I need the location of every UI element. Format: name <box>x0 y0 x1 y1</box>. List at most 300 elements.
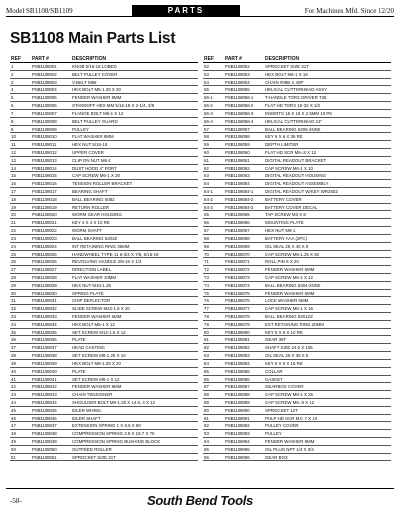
table-row <box>203 321 391 329</box>
page-footer <box>6 488 394 512</box>
table-row <box>10 407 198 415</box>
table-row <box>203 126 391 134</box>
ref-cell: 56-1 <box>204 95 213 101</box>
table-row <box>203 110 391 118</box>
ref-cell: 60 <box>204 149 209 155</box>
table-row <box>203 188 391 196</box>
table-row <box>203 391 391 399</box>
part-number-cell: PSB1108015 <box>32 173 57 179</box>
part-number-cell: PSB1108095 <box>225 446 250 452</box>
part-number-cell: PSB1108059 <box>225 142 250 148</box>
description-cell: INT RETAINING RING 35MM <box>72 243 130 249</box>
part-number-cell: PSB1108071 <box>225 259 250 265</box>
table-row <box>10 329 198 337</box>
ref-cell: 63 <box>204 173 209 179</box>
description-cell: DIGITAL READOUT ASSEMBLY <box>265 181 329 187</box>
table-row <box>10 188 198 196</box>
ref-cell: 46 <box>11 415 16 421</box>
table-row <box>10 305 198 313</box>
ref-cell: 92 <box>204 423 209 429</box>
part-number-cell: PSB1108037 <box>32 345 57 351</box>
table-row <box>10 133 198 141</box>
ref-cell: 64-2 <box>204 196 213 202</box>
part-number-cell: PSB1108074 <box>225 282 250 288</box>
ref-cell: 29 <box>11 282 16 288</box>
description-cell: KEY 6 X 6 X 16 RE <box>265 360 303 366</box>
description-cell: INSERTS 15 X 15 X 2.5MM 10 PK <box>265 110 333 116</box>
table-row <box>10 165 198 173</box>
description-cell: FLAT HD SCR M5-.8 X 12 <box>265 149 317 155</box>
part-number-cell: PSB1108044 <box>32 399 57 405</box>
description-cell: TAP SCREW M3 X 8 <box>265 212 306 218</box>
description-cell: CAP SCREW M6-1 X 16 <box>265 306 313 312</box>
table-row <box>203 422 391 430</box>
description-cell: SET SCREW M6-1 X 12 <box>72 376 120 382</box>
table-row <box>203 141 391 149</box>
ref-cell: 91 <box>204 415 209 421</box>
part-number-cell: PSB1108094 <box>225 439 250 444</box>
table-row <box>10 251 198 259</box>
part-number-cell: PSB1108017 <box>32 189 57 194</box>
table-row <box>10 110 198 118</box>
ref-cell: 39 <box>11 360 16 366</box>
part-number-cell: PSB1108011 <box>32 142 57 148</box>
part-number-cell: PSB1108080 <box>225 329 250 335</box>
description-cell: WORM SHAFT <box>72 228 102 234</box>
description-cell: BELT PULLEY GUARD <box>72 118 118 124</box>
part-number-cell: PSB1108093 <box>225 431 250 437</box>
description-cell: SLIDE SCREW M22-1.5 X 20 <box>72 306 130 312</box>
description-cell: BELT PULLEY COVER <box>72 71 118 77</box>
part-number-cell: PSB1108030 <box>32 290 57 296</box>
description-cell: UPPER COVER <box>72 149 104 155</box>
ref-cell: 87 <box>204 384 209 390</box>
table-row <box>203 227 391 235</box>
part-number-cell: PSB1108021 <box>32 220 57 226</box>
part-number-cell: PSB1108001 <box>32 64 57 69</box>
table-row <box>10 297 198 305</box>
table-row <box>203 102 391 110</box>
description-cell: HANDWHEEL TYPE-11 6-3/4 X 7/8, 5/16-18 <box>72 251 159 257</box>
table-row <box>203 86 391 94</box>
table-row <box>203 290 391 298</box>
ref-cell: 96 <box>204 454 209 460</box>
table-row <box>10 157 198 165</box>
description-cell: HELICAL CUTTERHEAD 13" <box>265 118 323 124</box>
ref-cell: 11 <box>11 142 16 148</box>
ref-cell: 73 <box>204 274 209 280</box>
ref-cell: 6 <box>11 103 14 109</box>
table-row <box>10 352 198 360</box>
table-row <box>203 336 391 344</box>
ref-cell: 56-3 <box>204 110 213 116</box>
description-cell: DIRECTION LABEL <box>72 267 112 273</box>
part-number-cell: PSB1108060 <box>225 149 250 155</box>
ref-cell: 15 <box>11 173 16 179</box>
ref-cell: 58 <box>204 134 209 140</box>
description-cell: BALL BEARING 6304-2NSE <box>265 282 321 288</box>
ref-cell: 62 <box>204 165 209 171</box>
table-row <box>10 235 198 243</box>
part-number-cell: PSB1108007 <box>32 110 57 116</box>
ref-cell: 9 <box>11 126 14 132</box>
ref-cell: 68 <box>204 235 209 241</box>
description-cell: GEAR BOX <box>265 454 288 460</box>
ref-cell: 47 <box>11 423 16 429</box>
part-number-cell: PSB1108063 <box>225 173 250 179</box>
table-row <box>203 180 391 188</box>
ref-cell: 13 <box>11 157 16 163</box>
page-title: SB1108 Main Parts List <box>10 30 176 47</box>
description-cell: DEPTH LIMITER <box>265 142 299 148</box>
ref-cell: 14 <box>11 165 16 171</box>
table-row <box>10 368 198 376</box>
part-number-cell: PSB1108067 <box>225 228 250 234</box>
part-number-cell: PSB1108050 <box>32 446 57 452</box>
description-cell: PULLEY COVER <box>265 423 299 429</box>
part-number-cell: PSB1108064-1 <box>225 189 254 194</box>
table-row <box>203 165 391 173</box>
table-row <box>10 313 198 321</box>
part-number-cell: PSB1108045 <box>32 407 57 413</box>
page-header <box>6 5 394 17</box>
part-number-cell: PSB1108064-2 <box>225 196 254 202</box>
description-cell: BALL BEARING 6201ZZ <box>265 314 313 319</box>
part-number-cell: PSB1108056-3 <box>225 110 254 116</box>
table-row <box>10 321 198 329</box>
part-number-cell: PSB1108026 <box>32 259 57 265</box>
description-cell: SET SCREW M12-1.5 X 12 <box>72 329 126 335</box>
part-number-cell: PSB1108079 <box>225 321 250 327</box>
description-cell: BEARING SHAFT <box>72 189 108 194</box>
description-cell: IDLER SHAFT <box>72 415 101 421</box>
table-row <box>10 219 198 227</box>
part-number-cell: PSB1108051 <box>32 454 57 460</box>
ref-cell: 83 <box>204 353 209 359</box>
description-cell: FLAT HD TORX 10-32 X 1/2 <box>265 103 321 109</box>
col-desc-header: DESCRIPTION <box>265 56 300 62</box>
table-row <box>10 211 198 219</box>
table-row <box>203 446 391 454</box>
part-number-cell: PSB1108085 <box>225 368 250 374</box>
table-row <box>203 297 391 305</box>
parts-table-right <box>203 55 391 461</box>
table-row <box>10 71 198 79</box>
description-cell: CAP SCREW M6-1 X 10 <box>265 165 313 171</box>
description-cell: FENDER WASHER 6MM <box>72 314 122 319</box>
table-row <box>203 430 391 438</box>
part-number-cell: PSB1108056-2 <box>225 103 254 109</box>
part-number-cell: PSB1108039 <box>32 360 57 366</box>
description-cell: HEX BOLT M6-1 X 12 <box>72 321 115 327</box>
description-cell: HEAD CASTING <box>72 345 105 351</box>
description-cell: FLAT WASHER 8MM <box>72 134 114 140</box>
ref-cell: 72 <box>204 267 209 273</box>
part-number-cell: PSB1108083 <box>225 353 250 359</box>
machines-label: For Machines Mfd. Since 12/20 <box>240 5 394 17</box>
description-cell: CHAIN #08B X 40P <box>265 79 304 85</box>
part-number-cell: PSB1108035 <box>32 329 57 335</box>
ref-cell: 10 <box>11 134 16 140</box>
table-row <box>10 376 198 384</box>
table-row <box>203 368 391 376</box>
description-cell: PLATE <box>72 368 86 374</box>
description-cell: DIGITAL READOUT W/KEY WR2502 <box>265 189 338 194</box>
description-cell: CHIP DEFLECTOR <box>72 298 111 304</box>
part-number-cell: PSB1108009 <box>32 126 57 132</box>
description-cell: RETURN ROLLER <box>72 204 110 210</box>
table-row <box>203 274 391 282</box>
part-number-cell: PSB1108006 <box>32 103 57 109</box>
description-cell: EXT RETAINING RING 20MM <box>265 321 324 327</box>
part-number-cell: PSB1108048 <box>32 431 57 437</box>
ref-cell: 67 <box>204 228 209 234</box>
table-row <box>203 243 391 251</box>
description-cell: GASKET <box>265 376 283 382</box>
ref-cell: 76 <box>204 298 209 304</box>
part-number-cell: PSB1108086 <box>225 376 250 382</box>
description-cell: WORM GEAR HOUSING <box>72 212 122 218</box>
part-number-cell: PSB1108054 <box>225 79 250 85</box>
table-row <box>203 313 391 321</box>
table-row <box>203 399 391 407</box>
description-cell: PHLP HD SCR M4-.7 X 10 <box>265 415 318 421</box>
table-row <box>10 196 198 204</box>
description-cell: FLANGE BOLT M6-1 X 12 <box>72 110 124 116</box>
table-row <box>203 133 391 141</box>
part-number-cell: PSB1108008 <box>32 118 57 124</box>
ref-cell: 77 <box>204 306 209 312</box>
ref-cell: 74 <box>204 282 209 288</box>
part-number-cell: PSB1108064-3 <box>225 204 254 210</box>
description-cell: COMPRESSION SPRING BUSHING BLOCK <box>72 439 161 444</box>
ref-cell: 59 <box>204 142 209 148</box>
table-header <box>203 55 391 63</box>
ref-cell: 49 <box>11 439 16 444</box>
ref-cell: 7 <box>11 110 14 116</box>
description-cell: HEX BOLT M6-1 X 16 <box>265 71 308 77</box>
part-number-cell: PSB1108034 <box>32 321 57 327</box>
table-row <box>10 243 198 251</box>
ref-cell: 52 <box>204 64 209 69</box>
ref-cell: 90 <box>204 407 209 413</box>
ref-cell: 44 <box>11 399 16 405</box>
ref-cell: 81 <box>204 337 209 343</box>
table-row <box>10 344 198 352</box>
table-row <box>203 454 391 462</box>
table-row <box>10 430 198 438</box>
ref-cell: 94 <box>204 439 209 444</box>
description-cell: HELICAL CUTTERHEAD ASSY <box>265 87 328 93</box>
part-number-cell: PSB1108073 <box>225 274 250 280</box>
table-row <box>10 63 198 71</box>
description-cell: HEX BOLT M8-1.25 X 20 <box>72 360 121 366</box>
part-number-cell: PSB1108078 <box>225 314 250 319</box>
part-number-cell: PSB1108056-1 <box>225 95 254 101</box>
part-number-cell: PSB1108018 <box>32 196 57 202</box>
table-header <box>10 55 198 63</box>
part-number-cell: PSB1108019 <box>32 204 57 210</box>
ref-cell: 25 <box>11 251 16 257</box>
part-number-cell: PSB1108002 <box>32 71 57 77</box>
part-number-cell: PSB1108096 <box>225 454 250 460</box>
part-number-cell: PSB1108049 <box>32 439 57 444</box>
part-number-cell: PSB1108027 <box>32 267 57 273</box>
table-row <box>203 94 391 102</box>
part-number-cell: PSB1108056-4 <box>225 118 254 124</box>
description-cell: FENDER WASHER 6MM <box>265 267 315 273</box>
col-desc-header: DESCRIPTION <box>72 56 107 62</box>
table-row <box>203 282 391 290</box>
part-number-cell: PSB1108058 <box>225 134 250 140</box>
table-row <box>203 79 391 87</box>
table-row <box>10 415 198 423</box>
description-cell: BALL BEARING 6082 <box>72 196 115 202</box>
ref-cell: 78 <box>204 314 209 319</box>
description-cell: SPROCKET 12T <box>265 407 298 413</box>
ref-cell: 65 <box>204 212 209 218</box>
description-cell: COMPRESSION SPRING 3.8 X 19.7 X 70 <box>72 431 155 437</box>
table-row <box>10 336 198 344</box>
part-number-cell: PSB1108062 <box>225 165 250 171</box>
table-row <box>203 251 391 259</box>
part-number-cell: PSB1108023 <box>32 235 57 241</box>
table-row <box>10 149 198 157</box>
description-cell: FLAT WASHER 10MM <box>72 274 117 280</box>
part-number-cell: PSB1108091 <box>225 415 250 421</box>
table-row <box>10 118 198 126</box>
ref-cell: 61 <box>204 157 209 163</box>
table-row <box>203 172 391 180</box>
table-row <box>203 344 391 352</box>
description-cell: OIL SEAL 28 X 40 X 8 <box>265 243 309 249</box>
table-row <box>203 383 391 391</box>
table-row <box>203 118 391 126</box>
part-number-cell: PSB1108088 <box>225 392 250 398</box>
description-cell: FENDER WASHER 6MM <box>265 290 315 296</box>
description-cell: STANDOFF HEX MM 5/16-18 X 2-1/4, 3/8 <box>72 103 155 109</box>
part-number-cell: PSB1108013 <box>32 157 57 163</box>
ref-cell: 27 <box>11 267 16 273</box>
ref-cell: 82 <box>204 345 209 351</box>
ref-cell: 84 <box>204 360 209 366</box>
col-part-header: PART # <box>225 56 242 62</box>
table-row <box>203 71 391 79</box>
part-number-cell: PSB1108016 <box>32 181 57 187</box>
description-cell: SPROCKET SIZE 31T <box>72 454 116 460</box>
ref-cell: 2 <box>11 71 14 77</box>
table-row <box>10 266 198 274</box>
ref-cell: 36 <box>11 337 16 343</box>
part-number-cell: PSB1108003 <box>32 79 57 85</box>
table-row <box>10 227 198 235</box>
description-cell: OIL PLUG NPT 1/4 X 3/4 <box>265 446 314 452</box>
table-row <box>10 102 198 110</box>
description-cell: BALL BEARING 6202Z <box>72 235 118 241</box>
description-cell: MOUNTING PLATE <box>265 220 304 226</box>
description-cell: SHOULDER BOLT M8-1.25 X 14.5, 4 X 12 <box>72 399 156 405</box>
part-number-cell: PSB1108052 <box>225 64 250 69</box>
ref-cell: 66 <box>204 220 209 226</box>
description-cell: KEY 5 X 5 X 10 RE <box>265 329 303 335</box>
ref-cell: 18 <box>11 196 16 202</box>
table-row <box>203 204 391 212</box>
table-row <box>10 204 198 212</box>
description-cell: CAP SCREW M6-1 X 20 <box>72 173 120 179</box>
ref-cell: 95 <box>204 446 209 452</box>
ref-cell: 75 <box>204 290 209 296</box>
table-row <box>10 290 198 298</box>
ref-cell: 20 <box>11 212 16 218</box>
part-number-cell: PSB1108012 <box>32 149 57 155</box>
description-cell: KEY 6 X 6 X 36 RE <box>265 134 303 140</box>
description-cell: PULLEY <box>72 126 89 132</box>
ref-cell: 64-3 <box>204 204 213 210</box>
description-cell: LOCK WASHER 6MM <box>265 298 309 304</box>
ref-cell: 37 <box>11 345 16 351</box>
ref-cell: 28 <box>11 274 16 280</box>
ref-cell: 56-4 <box>204 118 213 124</box>
ref-cell: 1 <box>11 64 14 69</box>
part-number-cell: PSB1108005 <box>32 95 57 101</box>
part-number-cell: PSB1108090 <box>225 407 250 413</box>
description-cell: BALL BEARING 6205-2NSE <box>265 126 321 132</box>
part-number-cell: PSB1108036 <box>32 337 57 343</box>
part-number-cell: PSB1108041 <box>32 376 57 382</box>
description-cell: CLIP ON NUT M6-1 <box>72 157 111 163</box>
ref-cell: 45 <box>11 407 16 413</box>
description-cell: FENDER WASHER 8MM <box>72 384 122 390</box>
part-number-cell: PSB1108070 <box>225 251 250 257</box>
table-row <box>203 235 391 243</box>
part-number-cell: PSB1108014 <box>32 165 57 171</box>
ref-cell: 51 <box>11 454 16 460</box>
part-number-cell: PSB1108020 <box>32 212 57 218</box>
ref-cell: 23 <box>11 235 16 241</box>
ref-cell: 12 <box>11 149 16 155</box>
ref-cell: 80 <box>204 329 209 335</box>
ref-cell: 55 <box>204 87 209 93</box>
ref-cell: 5 <box>11 95 14 101</box>
description-cell: BATTERY COVER DECAL <box>265 204 318 210</box>
description-cell: SPRING PLATE <box>72 290 104 296</box>
table-row <box>203 376 391 384</box>
ref-cell: 50 <box>11 446 16 452</box>
ref-cell: 21 <box>11 220 16 226</box>
part-number-cell: PSB1108046 <box>32 415 57 421</box>
part-number-cell: PSB1108055 <box>225 87 250 93</box>
part-number-cell: PSB1108064 <box>225 181 250 187</box>
description-cell: SHAFT SIZE 24.5 X 105 <box>265 345 313 351</box>
description-cell: ROLL PIN 8 X 20 <box>265 259 299 265</box>
description-cell: IDLER WHEEL <box>72 407 102 413</box>
description-cell: HEX BOLT M5-1.25 X 30 <box>72 87 121 93</box>
table-row <box>10 79 198 87</box>
part-number-cell: PSB1108076 <box>225 298 250 304</box>
table-row <box>203 157 391 165</box>
table-body <box>10 63 198 461</box>
table-row <box>10 391 198 399</box>
ref-cell: 53 <box>204 71 209 77</box>
table-row <box>10 446 198 454</box>
part-number-cell: PSB1108069 <box>225 243 250 249</box>
description-cell: BATTERY AAA (2PC) <box>265 235 307 241</box>
ref-cell: 69 <box>204 243 209 249</box>
table-row <box>203 211 391 219</box>
description-cell: CAP SCREW M6-1 X 12 <box>265 274 313 280</box>
part-number-cell: PSB1108047 <box>32 423 57 429</box>
table-row <box>203 63 391 71</box>
